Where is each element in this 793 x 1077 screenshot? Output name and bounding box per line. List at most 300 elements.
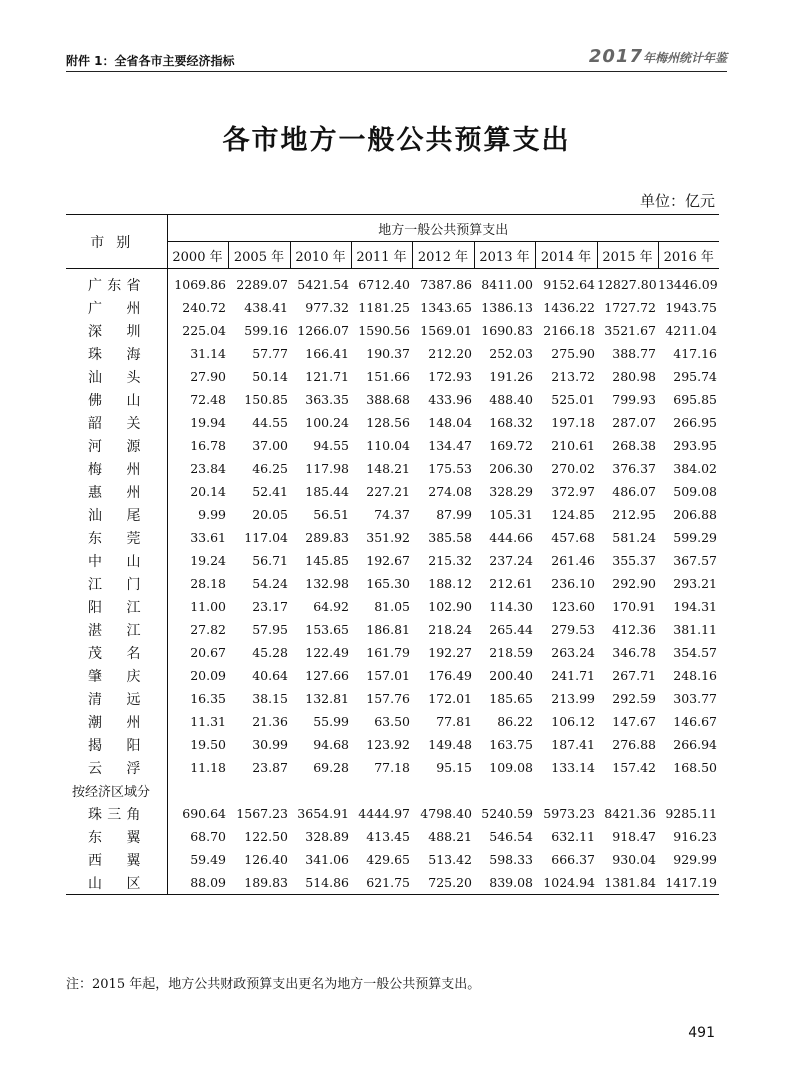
value-cell: 695.85 <box>673 392 718 407</box>
value-cell: 127.66 <box>305 668 349 683</box>
table-row <box>66 710 719 733</box>
city-name: 肇庆 <box>66 664 167 687</box>
value-cell: 1386.13 <box>481 300 533 315</box>
value-cell: 1417.19 <box>658 871 719 895</box>
value-cell: 690.64 <box>182 806 226 821</box>
value-cell: 11.31 <box>190 714 226 729</box>
value-cell: 276.88 <box>612 737 656 752</box>
value-cell: 1943.75 <box>665 300 718 315</box>
value-cell: 839.08 <box>474 871 535 895</box>
value-cell: 187.41 <box>551 737 595 752</box>
value-cell: 1590.56 <box>358 323 410 338</box>
value-cell: 381.11 <box>673 622 718 637</box>
value-cell: 16.35 <box>190 691 226 706</box>
value-cell: 150.85 <box>244 392 288 407</box>
empty-cell <box>228 779 290 802</box>
value-cell: 23.17 <box>252 599 288 614</box>
year-header: 2000 年 <box>167 242 228 269</box>
value-cell: 9285.11 <box>665 806 718 821</box>
table-row <box>66 269 719 297</box>
value-cell: 799.93 <box>612 392 656 407</box>
value-cell: 57.95 <box>252 622 288 637</box>
value-cell: 206.30 <box>489 461 533 476</box>
row-header-city: 市别 <box>66 215 167 269</box>
value-cell: 248.16 <box>673 668 718 683</box>
empty-cell <box>658 779 719 802</box>
yearbook-year: 2017 <box>588 46 643 67</box>
value-cell: 110.04 <box>366 438 410 453</box>
table-row <box>66 411 719 434</box>
value-cell: 4211.04 <box>665 323 718 338</box>
city-name: 汕头 <box>66 365 167 388</box>
value-cell: 5421.54 <box>297 277 349 292</box>
value-cell: 56.51 <box>313 507 349 522</box>
value-cell: 438.41 <box>244 300 288 315</box>
value-cell: 599.16 <box>244 323 288 338</box>
value-cell: 525.01 <box>551 392 595 407</box>
value-cell: 1381.84 <box>597 871 658 895</box>
city-name: 中山 <box>66 549 167 572</box>
value-cell: 212.95 <box>612 507 656 522</box>
city-name: 惠州 <box>66 480 167 503</box>
city-name: 潮州 <box>66 710 167 733</box>
value-cell: 45.28 <box>252 645 288 660</box>
value-cell: 55.99 <box>313 714 349 729</box>
value-cell: 275.90 <box>551 346 595 361</box>
yearbook-name: 年梅州统计年鉴 <box>642 51 727 65</box>
value-cell: 191.26 <box>489 369 533 384</box>
value-cell: 266.94 <box>673 737 718 752</box>
value-cell: 666.37 <box>551 852 595 867</box>
value-cell: 13446.09 <box>658 277 718 292</box>
value-cell: 57.77 <box>252 346 288 361</box>
table-row <box>66 503 719 526</box>
value-cell: 72.48 <box>190 392 226 407</box>
value-cell: 1181.25 <box>358 300 410 315</box>
value-cell: 105.31 <box>489 507 533 522</box>
empty-cell <box>290 779 351 802</box>
value-cell: 3521.67 <box>604 323 656 338</box>
group-header: 地方一般公共预算支出 <box>167 215 719 242</box>
value-cell: 175.53 <box>428 461 472 476</box>
value-cell: 68.70 <box>190 829 226 844</box>
value-cell: 488.21 <box>428 829 472 844</box>
value-cell: 23.87 <box>252 760 288 775</box>
value-cell: 918.47 <box>612 829 656 844</box>
value-cell: 367.57 <box>673 553 718 568</box>
value-cell: 172.01 <box>428 691 472 706</box>
value-cell: 23.84 <box>190 461 226 476</box>
value-cell: 157.42 <box>612 760 656 775</box>
value-cell: 170.91 <box>612 599 656 614</box>
value-cell: 433.96 <box>428 392 472 407</box>
value-cell: 168.50 <box>673 760 718 775</box>
value-cell: 5240.59 <box>481 806 533 821</box>
unit-label: 单位：亿元 <box>639 192 715 210</box>
value-cell: 192.27 <box>428 645 472 660</box>
value-cell: 227.21 <box>366 484 410 499</box>
year-header: 2016 年 <box>658 242 719 269</box>
value-cell: 295.74 <box>673 369 718 384</box>
value-cell: 157.01 <box>366 668 410 683</box>
city-name: 茂名 <box>66 641 167 664</box>
table-row <box>66 388 719 411</box>
value-cell: 488.40 <box>489 392 533 407</box>
value-cell: 1567.23 <box>236 806 288 821</box>
value-cell: 19.50 <box>190 737 226 752</box>
value-cell: 16.78 <box>190 438 226 453</box>
table-row <box>66 319 719 342</box>
value-cell: 46.25 <box>252 461 288 476</box>
city-name: 山区 <box>66 871 167 895</box>
value-cell: 266.95 <box>673 415 718 430</box>
value-cell: 19.24 <box>190 553 226 568</box>
value-cell: 8411.00 <box>481 277 533 292</box>
value-cell: 27.82 <box>190 622 226 637</box>
value-cell: 429.65 <box>366 852 410 867</box>
value-cell: 121.71 <box>305 369 349 384</box>
city-name: 东莞 <box>66 526 167 549</box>
value-cell: 123.92 <box>366 737 410 752</box>
year-header: 2010 年 <box>290 242 351 269</box>
value-cell: 4798.40 <box>420 806 472 821</box>
value-cell: 190.37 <box>366 346 410 361</box>
page-header <box>66 44 727 72</box>
value-cell: 132.98 <box>305 576 349 591</box>
value-cell: 268.38 <box>612 438 656 453</box>
value-cell: 237.24 <box>489 553 533 568</box>
value-cell: 176.49 <box>428 668 472 683</box>
value-cell: 117.98 <box>305 461 349 476</box>
table-row <box>66 687 719 710</box>
city-name: 云浮 <box>66 756 167 779</box>
city-name: 湛江 <box>66 618 167 641</box>
value-cell: 161.79 <box>366 645 410 660</box>
value-cell: 328.29 <box>489 484 533 499</box>
value-cell: 261.46 <box>551 553 595 568</box>
table-row <box>66 802 719 825</box>
table-row <box>66 549 719 572</box>
value-cell: 151.66 <box>366 369 410 384</box>
value-cell: 599.29 <box>673 530 718 545</box>
value-cell: 263.24 <box>551 645 595 660</box>
value-cell: 388.68 <box>366 392 410 407</box>
value-cell: 153.65 <box>305 622 349 637</box>
empty-cell <box>597 779 658 802</box>
value-cell: 977.32 <box>305 300 349 315</box>
value-cell: 20.05 <box>252 507 288 522</box>
value-cell: 372.97 <box>551 484 595 499</box>
value-cell: 412.36 <box>612 622 656 637</box>
page-number: 491 <box>688 1025 715 1041</box>
value-cell: 21.36 <box>252 714 288 729</box>
value-cell: 1343.65 <box>420 300 472 315</box>
year-header: 2014 年 <box>535 242 597 269</box>
value-cell: 145.85 <box>305 553 349 568</box>
value-cell: 102.90 <box>428 599 472 614</box>
value-cell: 212.20 <box>428 346 472 361</box>
value-cell: 56.71 <box>252 553 288 568</box>
value-cell: 725.20 <box>412 871 474 895</box>
table-row <box>66 457 719 480</box>
value-cell: 218.24 <box>428 622 472 637</box>
value-cell: 189.83 <box>228 871 290 895</box>
value-cell: 287.07 <box>612 415 656 430</box>
header-left-text: 附件 1：全省各市主要经济指标 <box>66 54 235 68</box>
value-cell: 4444.97 <box>358 806 410 821</box>
value-cell: 351.92 <box>366 530 410 545</box>
value-cell: 169.72 <box>489 438 533 453</box>
year-header: 2013 年 <box>474 242 535 269</box>
header-rule <box>66 71 727 72</box>
value-cell: 1436.22 <box>543 300 595 315</box>
value-cell: 197.18 <box>551 415 595 430</box>
value-cell: 64.92 <box>313 599 349 614</box>
year-header: 2011 年 <box>351 242 412 269</box>
value-cell: 279.53 <box>551 622 595 637</box>
value-cell: 94.55 <box>313 438 349 453</box>
value-cell: 1069.86 <box>174 277 226 292</box>
value-cell: 2289.07 <box>236 277 288 292</box>
table-row <box>66 664 719 687</box>
value-cell: 74.37 <box>374 507 410 522</box>
empty-cell <box>412 779 474 802</box>
value-cell: 44.55 <box>252 415 288 430</box>
value-cell: 172.93 <box>428 369 472 384</box>
table-row <box>66 572 719 595</box>
value-cell: 376.37 <box>612 461 656 476</box>
value-cell: 20.14 <box>190 484 226 499</box>
value-cell: 1024.94 <box>535 871 597 895</box>
city-name: 广东省 <box>66 269 167 297</box>
value-cell: 280.98 <box>612 369 656 384</box>
empty-cell <box>474 779 535 802</box>
value-cell: 1690.83 <box>481 323 533 338</box>
value-cell: 1266.07 <box>297 323 349 338</box>
table-row <box>66 480 719 503</box>
value-cell: 122.49 <box>305 645 349 660</box>
value-cell: 54.24 <box>252 576 288 591</box>
value-cell: 31.14 <box>190 346 226 361</box>
value-cell: 354.57 <box>673 645 718 660</box>
value-cell: 206.88 <box>673 507 718 522</box>
value-cell: 40.64 <box>252 668 288 683</box>
city-name: 梅州 <box>66 457 167 480</box>
year-header: 2015 年 <box>597 242 658 269</box>
city-name: 广州 <box>66 296 167 319</box>
value-cell: 52.41 <box>252 484 288 499</box>
value-cell: 632.11 <box>551 829 595 844</box>
value-cell: 385.58 <box>428 530 472 545</box>
table-row <box>66 365 719 388</box>
value-cell: 341.06 <box>305 852 349 867</box>
city-name: 揭阳 <box>66 733 167 756</box>
value-cell: 28.18 <box>190 576 226 591</box>
value-cell: 1569.01 <box>420 323 472 338</box>
value-cell: 514.86 <box>290 871 351 895</box>
value-cell: 69.28 <box>313 760 349 775</box>
value-cell: 38.15 <box>252 691 288 706</box>
value-cell: 114.30 <box>489 599 533 614</box>
value-cell: 133.14 <box>551 760 595 775</box>
table-row <box>66 641 719 664</box>
value-cell: 929.99 <box>673 852 718 867</box>
value-cell: 546.54 <box>489 829 533 844</box>
value-cell: 134.47 <box>428 438 472 453</box>
page-title: 各市地方一般公共预算支出 <box>222 125 571 156</box>
value-cell: 147.67 <box>612 714 656 729</box>
city-name: 深圳 <box>66 319 167 342</box>
city-name: 汕尾 <box>66 503 167 526</box>
city-name: 河源 <box>66 434 167 457</box>
city-name: 清远 <box>66 687 167 710</box>
value-cell: 218.59 <box>489 645 533 660</box>
value-cell: 163.75 <box>489 737 533 752</box>
value-cell: 11.00 <box>190 599 226 614</box>
value-cell: 186.81 <box>366 622 410 637</box>
value-cell: 50.14 <box>252 369 288 384</box>
value-cell: 417.16 <box>673 346 718 361</box>
value-cell: 33.61 <box>190 530 226 545</box>
city-name: 珠海 <box>66 342 167 365</box>
value-cell: 122.50 <box>244 829 288 844</box>
city-name: 东翼 <box>66 825 167 848</box>
table-row <box>66 733 719 756</box>
value-cell: 513.42 <box>428 852 472 867</box>
value-cell: 3654.91 <box>297 806 349 821</box>
value-cell: 149.48 <box>428 737 472 752</box>
table-row <box>66 825 719 848</box>
value-cell: 95.15 <box>436 760 472 775</box>
value-cell: 37.00 <box>252 438 288 453</box>
value-cell: 213.72 <box>551 369 595 384</box>
value-cell: 132.81 <box>305 691 349 706</box>
value-cell: 166.41 <box>305 346 349 361</box>
value-cell: 486.07 <box>612 484 656 499</box>
footnote: 注：2015 年起，地方公共财政预算支出更名为地方一般公共预算支出。 <box>66 977 481 992</box>
value-cell: 148.21 <box>366 461 410 476</box>
value-cell: 200.40 <box>489 668 533 683</box>
value-cell: 384.02 <box>673 461 718 476</box>
value-cell: 188.12 <box>428 576 472 591</box>
value-cell: 7387.86 <box>420 277 472 292</box>
value-cell: 621.75 <box>351 871 412 895</box>
value-cell: 916.23 <box>673 829 718 844</box>
value-cell: 388.77 <box>612 346 656 361</box>
value-cell: 509.08 <box>673 484 718 499</box>
value-cell: 212.61 <box>489 576 533 591</box>
value-cell: 128.56 <box>366 415 410 430</box>
empty-cell <box>535 779 597 802</box>
value-cell: 27.90 <box>190 369 226 384</box>
value-cell: 328.89 <box>305 829 349 844</box>
table-row <box>66 526 719 549</box>
value-cell: 87.99 <box>436 507 472 522</box>
value-cell: 12827.80 <box>597 277 657 292</box>
value-cell: 63.50 <box>374 714 410 729</box>
value-cell: 236.10 <box>551 576 595 591</box>
value-cell: 11.18 <box>190 760 226 775</box>
value-cell: 444.66 <box>489 530 533 545</box>
value-cell: 265.44 <box>489 622 533 637</box>
value-cell: 346.78 <box>612 645 656 660</box>
value-cell: 363.35 <box>305 392 349 407</box>
value-cell: 293.95 <box>673 438 718 453</box>
year-header: 2005 年 <box>228 242 290 269</box>
value-cell: 168.32 <box>489 415 533 430</box>
value-cell: 88.09 <box>167 871 228 895</box>
section-label: 按经济区域分 <box>66 779 167 802</box>
section-row <box>66 779 719 802</box>
value-cell: 303.77 <box>673 691 718 706</box>
expenditure-table <box>66 214 719 895</box>
value-cell: 192.67 <box>366 553 410 568</box>
value-cell: 106.12 <box>551 714 595 729</box>
value-cell: 581.24 <box>612 530 656 545</box>
city-name: 珠三角 <box>66 802 167 825</box>
value-cell: 355.37 <box>612 553 656 568</box>
value-cell: 117.04 <box>244 530 288 545</box>
table-row <box>66 434 719 457</box>
value-cell: 19.94 <box>190 415 226 430</box>
value-cell: 148.04 <box>428 415 472 430</box>
table-row <box>66 871 719 895</box>
value-cell: 124.85 <box>551 507 595 522</box>
value-cell: 293.21 <box>673 576 718 591</box>
value-cell: 20.09 <box>190 668 226 683</box>
value-cell: 59.49 <box>190 852 226 867</box>
table-row <box>66 342 719 365</box>
value-cell: 185.65 <box>489 691 533 706</box>
city-name: 韶关 <box>66 411 167 434</box>
table-body <box>66 269 719 895</box>
value-cell: 9.99 <box>198 507 226 522</box>
city-name: 江门 <box>66 572 167 595</box>
value-cell: 77.81 <box>436 714 472 729</box>
city-name: 西翼 <box>66 848 167 871</box>
value-cell: 81.05 <box>374 599 410 614</box>
value-cell: 252.03 <box>489 346 533 361</box>
year-header: 2012 年 <box>412 242 474 269</box>
value-cell: 5973.23 <box>543 806 595 821</box>
value-cell: 240.72 <box>182 300 226 315</box>
value-cell: 20.67 <box>190 645 226 660</box>
value-cell: 146.67 <box>673 714 718 729</box>
value-cell: 210.61 <box>551 438 595 453</box>
value-cell: 185.44 <box>305 484 349 499</box>
city-name: 佛山 <box>66 388 167 411</box>
table-row <box>66 848 719 871</box>
value-cell: 598.33 <box>489 852 533 867</box>
value-cell: 165.30 <box>366 576 410 591</box>
value-cell: 157.76 <box>366 691 410 706</box>
value-cell: 292.59 <box>612 691 656 706</box>
value-cell: 289.83 <box>305 530 349 545</box>
empty-cell <box>351 779 412 802</box>
table-row <box>66 756 719 779</box>
value-cell: 8421.36 <box>604 806 656 821</box>
value-cell: 1727.72 <box>604 300 656 315</box>
value-cell: 77.18 <box>374 760 410 775</box>
value-cell: 94.68 <box>313 737 349 752</box>
value-cell: 86.22 <box>497 714 533 729</box>
value-cell: 213.99 <box>551 691 595 706</box>
value-cell: 270.02 <box>551 461 595 476</box>
value-cell: 292.90 <box>612 576 656 591</box>
table-row <box>66 618 719 641</box>
value-cell: 109.08 <box>489 760 533 775</box>
empty-cell <box>167 779 228 802</box>
